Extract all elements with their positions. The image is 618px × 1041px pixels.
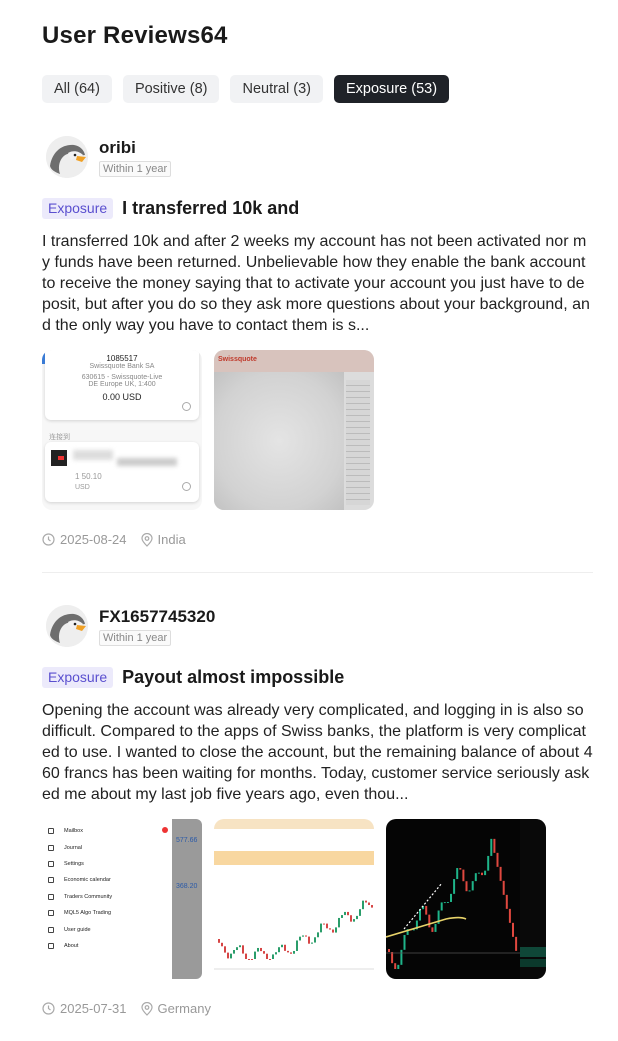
chart-candle (447, 902, 449, 903)
review-date: 2025-07-31 (60, 1001, 127, 1016)
chart-candle (475, 873, 477, 881)
blurred-amount: 1 50.10 (75, 472, 102, 481)
chart-candle (515, 937, 517, 951)
chart-candle (236, 947, 238, 950)
chart-candle (239, 945, 241, 947)
review-image[interactable] (214, 819, 374, 979)
chart-candle (368, 903, 370, 906)
chart-candle (233, 950, 235, 954)
chart-candle (365, 901, 367, 903)
side-value: 368.20 (176, 883, 198, 890)
app-menu-item (48, 889, 172, 905)
tab-neutral[interactable]: Neutral (3) (230, 75, 323, 103)
time-badge: Within 1 year (99, 161, 171, 177)
bank-name: Swissquote Bank SA (89, 363, 155, 370)
chart-candle (512, 923, 514, 937)
app-menu-label: User guide (64, 926, 91, 933)
chart-candle (371, 905, 373, 908)
chart-candle (404, 935, 406, 950)
app-menu-item (48, 921, 172, 937)
chart-candle (278, 947, 280, 952)
chart-candle (221, 943, 223, 947)
chart-candle (493, 839, 495, 853)
chart-candle (428, 915, 430, 928)
chart-candle (290, 952, 292, 953)
exposure-tag: Exposure (42, 667, 113, 688)
chart-candle (397, 965, 399, 969)
account-id: 630615 - Swissquote-Live (81, 374, 163, 381)
chart-candle (263, 951, 265, 954)
time-badge: Within 1 year (99, 630, 171, 646)
chart-candle (248, 959, 250, 960)
location-icon (141, 533, 153, 547)
menu-glyph-icon (48, 861, 54, 867)
review-card (42, 136, 593, 556)
app-menu-item (48, 823, 172, 839)
chart-candle (293, 951, 295, 954)
chart-candle (341, 915, 343, 918)
chart-candle (326, 924, 328, 929)
review-image[interactable] (386, 819, 546, 979)
chart-candle (453, 879, 455, 894)
chart-candle (484, 871, 486, 875)
chart-candle (338, 918, 340, 927)
review-image[interactable] (42, 819, 202, 979)
chart-candle (266, 954, 268, 959)
menu-glyph-icon (48, 927, 54, 933)
review-location: India (157, 532, 186, 547)
avatar[interactable] (46, 136, 88, 178)
chart-candle (359, 909, 361, 916)
chart-candle (490, 839, 492, 856)
chart-candle (431, 927, 433, 932)
balance-amount: 0.00 USD (102, 392, 142, 402)
app-menu-label: About (64, 942, 79, 949)
chart-candle (311, 943, 313, 944)
chart-candle (242, 945, 244, 953)
chart-candle (251, 959, 253, 960)
chart-candle (254, 952, 256, 959)
chart-candle (296, 940, 298, 951)
currency-label: USD (75, 484, 90, 491)
app-menu-label: Traders Community (64, 893, 113, 900)
chart-candle (469, 890, 471, 891)
review-title[interactable]: I transferred 10k and (122, 198, 300, 218)
chart-candle (388, 949, 390, 952)
chart-candle (350, 915, 352, 921)
chart-candle (450, 894, 452, 902)
chart-candle (362, 901, 364, 910)
info-icon (182, 402, 191, 411)
review-image[interactable] (214, 350, 374, 510)
app-menu-label: Journal (64, 844, 83, 851)
chart-candle (260, 948, 262, 951)
swissquote-logo: Swissquote (218, 356, 257, 363)
review-image[interactable] (42, 350, 202, 510)
chart-candle (287, 951, 289, 953)
app-menu-item (48, 872, 172, 888)
app-menu-label: Economic calendar (64, 877, 111, 884)
chart-candle (391, 952, 393, 963)
chart-candle (466, 881, 468, 891)
info-icon (182, 482, 191, 491)
review-card (42, 605, 593, 1025)
chart-candle (503, 881, 505, 895)
chart-candle (344, 912, 346, 915)
menu-glyph-icon (48, 828, 54, 834)
menu-glyph-icon (48, 943, 54, 949)
review-location: Germany (157, 1001, 211, 1016)
candlestick-chart-image (214, 819, 374, 979)
chart-candle (305, 935, 307, 936)
chart-candle (332, 930, 334, 933)
eagle-avatar-icon (46, 136, 88, 178)
chart-candle (284, 945, 286, 951)
filter-tabs (42, 75, 449, 103)
username[interactable]: FX1657745320 (99, 607, 216, 626)
chart-candle (435, 924, 437, 932)
app-menu-item (48, 938, 172, 954)
chart-candle (394, 963, 396, 969)
chart-candle (329, 928, 331, 929)
chart-candle (506, 895, 508, 909)
exposure-tag: Exposure (42, 198, 113, 219)
chart-candle (472, 881, 474, 890)
page-title: User Reviews64 (42, 22, 228, 49)
chart-candle (308, 937, 310, 944)
chart-candle (419, 909, 421, 920)
connect-label: 连接到 (49, 434, 70, 441)
dark-trading-chart-image (386, 819, 546, 979)
account-number: 1085517 (106, 354, 138, 363)
chart-candle (275, 952, 277, 954)
review-body[interactable]: I transferred 10k and after 2 weeks my account has not been activated nor my funds have been returned. Unbelievable how they enable the bank account to receive the money saying that to activate your account you just have to deposit, but after you do so they ask more questions about your background, and the only way you have to contact them is s... (42, 233, 590, 334)
menu-glyph-icon (48, 894, 54, 900)
chart-candle (218, 939, 220, 943)
chart-candle (317, 932, 319, 937)
chart-candle (425, 906, 427, 915)
server-name: DE Europe UK, 1:400 (88, 381, 156, 388)
clock-icon (42, 533, 55, 546)
menu-glyph-icon (48, 910, 54, 916)
review-date: 2025-08-24 (60, 532, 127, 547)
app-menu-label: Mailbox (64, 828, 83, 835)
chart-candle (481, 873, 483, 875)
app-menu-label: MQL5 Algo Trading (64, 910, 112, 917)
chart-candle (227, 953, 229, 959)
chart-candle (323, 924, 325, 925)
menu-glyph-icon (48, 877, 54, 883)
chart-candle (245, 954, 247, 959)
tab-positive[interactable]: Positive (8) (123, 75, 220, 103)
chart-candle (497, 853, 499, 867)
chart-candle (347, 912, 349, 915)
chart-candle (441, 902, 443, 910)
chart-candle (444, 902, 446, 903)
chart-candle (302, 935, 304, 936)
chart-candle (509, 909, 511, 923)
avatar[interactable] (46, 605, 88, 647)
chart-candle (400, 950, 402, 965)
chart-candle (314, 937, 316, 942)
app-menu-item (48, 905, 172, 921)
username[interactable]: oribi (99, 138, 136, 157)
chart-candle (500, 867, 502, 881)
tab-exposure[interactable]: Exposure (53) (334, 75, 449, 103)
chart-candle (478, 873, 480, 874)
chart-candle (281, 945, 283, 947)
chart-candle (320, 924, 322, 933)
chart-candle (230, 954, 232, 959)
review-meta (42, 1001, 211, 1016)
app-menu-item (48, 856, 172, 872)
chart-candle (456, 868, 458, 879)
side-value: 577.66 (176, 837, 198, 844)
location-icon (141, 1002, 153, 1016)
chart-candle (224, 946, 226, 952)
menu-glyph-icon (48, 845, 54, 851)
chart-candle (353, 919, 355, 922)
chart-candle (257, 948, 259, 952)
chart-candle (356, 916, 358, 919)
clock-icon (42, 1002, 55, 1015)
divider (42, 572, 593, 573)
chart-candle (299, 937, 301, 941)
eagle-avatar-icon (46, 605, 88, 647)
chart-candle (269, 959, 271, 960)
review-meta (42, 532, 186, 547)
app-menu-label: Settings (64, 860, 84, 867)
app-menu-item (48, 839, 172, 855)
review-title[interactable]: Payout almost impossible (122, 667, 345, 687)
tab-all[interactable]: All (64) (42, 75, 112, 103)
chart-candle (487, 856, 489, 871)
chart-candle (459, 868, 461, 870)
chart-candle (335, 927, 337, 932)
chart-candle (272, 954, 274, 959)
review-body[interactable]: Opening the account was already very complicated, and logging in is also so difficult. Compared to the apps of Swiss banks, the platform is very complicated to use. I wanted to close the account, but the remaining balance of about 460 francs has been waiting for months. Today, customer service seriously asked me about my last job five years ago, even thou... (42, 702, 593, 803)
chart-candle (462, 870, 464, 882)
